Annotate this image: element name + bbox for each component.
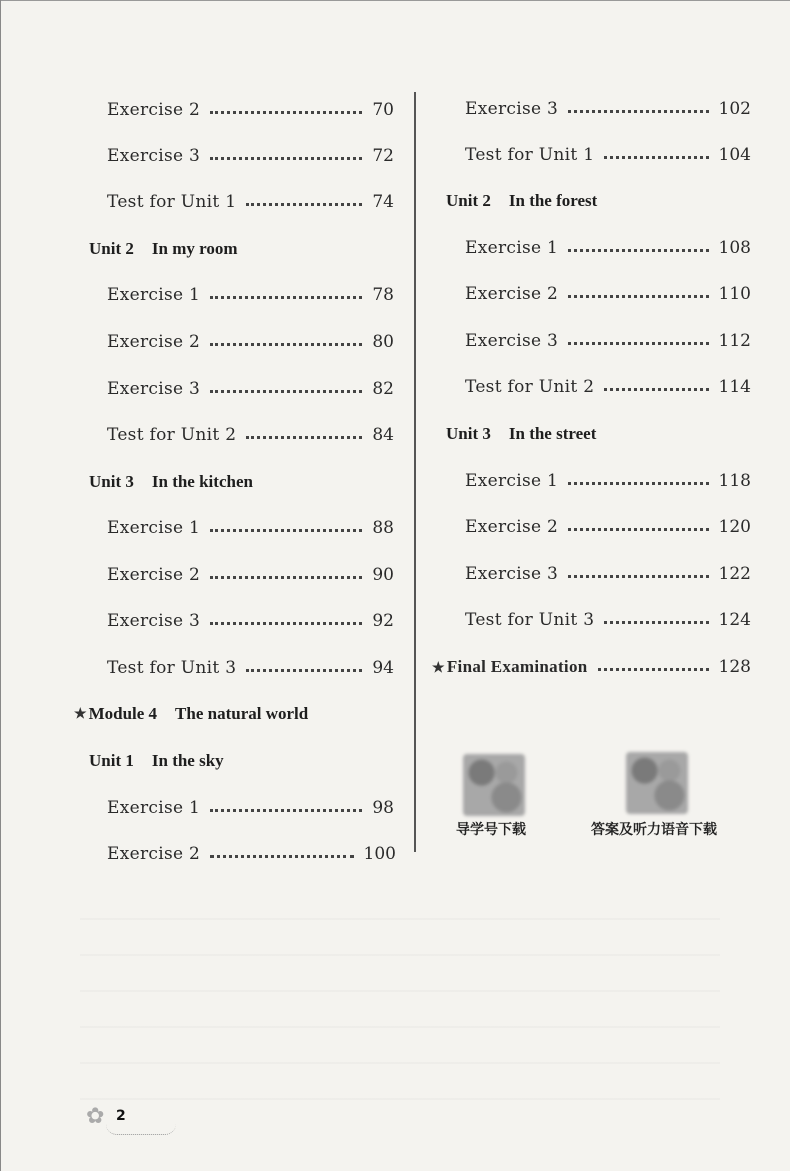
- entry-title: Test for Unit 2: [465, 377, 595, 397]
- entry-page: 102: [718, 99, 751, 119]
- unit-number: Unit 3: [446, 424, 491, 443]
- toc-entry[interactable]: [465, 328, 751, 354]
- entry-page: 100: [363, 844, 396, 864]
- entry-title: Exercise 1: [107, 285, 201, 305]
- unit-heading[interactable]: [89, 236, 238, 262]
- entry-page: 118: [718, 471, 751, 491]
- toc-entry[interactable]: [107, 841, 396, 867]
- entry-page: 90: [372, 565, 394, 585]
- entry-title: Exercise 3: [465, 564, 559, 584]
- dot-leader: [246, 203, 362, 206]
- module-heading[interactable]: [74, 701, 308, 727]
- unit-name: In the street: [508, 424, 597, 443]
- dot-leader: [210, 622, 362, 625]
- entry-title: [432, 657, 598, 677]
- unit-name: In the forest: [508, 191, 598, 210]
- entry-page: 104: [718, 145, 751, 165]
- dot-leader: [210, 576, 362, 579]
- entry-title: Exercise 2: [107, 565, 201, 585]
- unit-name: In my room: [151, 239, 238, 258]
- toc-entry[interactable]: [107, 422, 394, 448]
- toc-entry[interactable]: [107, 608, 394, 634]
- footer-decoration: [106, 1124, 176, 1135]
- toc-entry[interactable]: [465, 374, 751, 400]
- entry-title: Exercise 3: [465, 331, 559, 351]
- toc-entry[interactable]: [107, 376, 394, 402]
- entry-page: 82: [372, 379, 394, 399]
- entry-title: Exercise 2: [107, 844, 201, 864]
- toc-entry[interactable]: [465, 561, 751, 587]
- toc-entry[interactable]: [107, 515, 394, 541]
- unit-heading[interactable]: [446, 188, 597, 214]
- unit-heading[interactable]: [89, 748, 224, 774]
- entry-page: 70: [372, 100, 394, 120]
- entry-page: 98: [372, 798, 394, 818]
- qr-code-icon[interactable]: [463, 754, 525, 816]
- paw-print-icon: ✿: [86, 1104, 105, 1129]
- entry-page: 114: [718, 377, 751, 397]
- toc-entry[interactable]: [465, 607, 751, 633]
- entry-title: Exercise 2: [107, 332, 201, 352]
- toc-entry[interactable]: [465, 281, 751, 307]
- column-divider: [414, 92, 416, 852]
- show-through-texture: [80, 900, 720, 1100]
- toc-entry[interactable]: [465, 96, 751, 122]
- entry-title: Exercise 1: [107, 798, 201, 818]
- dot-leader: [568, 482, 708, 485]
- toc-entry[interactable]: [107, 143, 394, 169]
- entry-page: 84: [372, 425, 394, 445]
- entry-title: Exercise 2: [465, 517, 559, 537]
- star-icon: ★: [74, 706, 87, 722]
- dot-leader: [604, 621, 708, 624]
- dot-leader: [210, 809, 362, 812]
- entry-title: Exercise 1: [465, 471, 559, 491]
- toc-entry[interactable]: [465, 142, 751, 168]
- toc-entry[interactable]: [107, 97, 394, 123]
- entry-title: Exercise 3: [107, 379, 201, 399]
- dot-leader: [246, 669, 362, 672]
- entry-title: Exercise 1: [465, 238, 559, 258]
- dot-leader: [210, 529, 362, 532]
- entry-title: Test for Unit 1: [465, 145, 595, 165]
- entry-page: 120: [718, 517, 751, 537]
- unit-heading[interactable]: [446, 421, 596, 447]
- dot-leader: [210, 855, 353, 858]
- entry-title: Exercise 3: [465, 99, 559, 119]
- toc-entry[interactable]: [107, 795, 394, 821]
- dot-leader: [568, 249, 708, 252]
- dot-leader: [568, 295, 708, 298]
- dot-leader: [568, 528, 708, 531]
- qr-code-icon[interactable]: [626, 752, 688, 814]
- page-border-top: [0, 0, 790, 1]
- page-border-left: [0, 0, 1, 1171]
- dot-leader: [568, 110, 708, 113]
- entry-title: Exercise 3: [107, 611, 201, 631]
- entry-title: Test for Unit 3: [465, 610, 595, 630]
- entry-title: Exercise 1: [107, 518, 201, 538]
- toc-entry[interactable]: [465, 235, 751, 261]
- unit-name: In the kitchen: [151, 472, 253, 491]
- unit-number: Unit 1: [89, 751, 134, 770]
- dot-leader: [604, 388, 708, 391]
- dot-leader: [598, 668, 709, 671]
- entry-page: 124: [718, 610, 751, 630]
- entry-title: Test for Unit 2: [107, 425, 237, 445]
- dot-leader: [246, 436, 362, 439]
- entry-page: 112: [718, 331, 751, 351]
- entry-page: 122: [718, 564, 751, 584]
- toc-entry-final-exam[interactable]: [432, 654, 751, 680]
- toc-entry[interactable]: [465, 514, 751, 540]
- qr-caption-answers: 答案及听力语音下载: [591, 822, 717, 838]
- toc-entry[interactable]: [107, 189, 394, 215]
- dot-leader: [568, 342, 708, 345]
- final-exam-title: Final Examination: [446, 657, 588, 676]
- entry-page: 88: [372, 518, 394, 538]
- entry-page: 108: [718, 238, 751, 258]
- entry-page: 78: [372, 285, 394, 305]
- dot-leader: [210, 343, 362, 346]
- page-number: 2: [116, 1108, 126, 1124]
- dot-leader: [210, 296, 362, 299]
- entry-page: 74: [372, 192, 394, 212]
- toc-entry[interactable]: [107, 329, 394, 355]
- entry-title: Exercise 2: [465, 284, 559, 304]
- unit-number: Unit 3: [89, 472, 134, 491]
- entry-title: Test for Unit 1: [107, 192, 237, 212]
- entry-page: 80: [372, 332, 394, 352]
- entry-page: 72: [372, 146, 394, 166]
- entry-page: 110: [718, 284, 751, 304]
- dot-leader: [568, 575, 708, 578]
- entry-title: Exercise 2: [107, 100, 201, 120]
- entry-page: 92: [372, 611, 394, 631]
- unit-number: Unit 2: [89, 239, 134, 258]
- qr-caption-guide: 导学号下载: [456, 822, 526, 838]
- toc-entry[interactable]: [107, 562, 394, 588]
- star-icon: ★: [432, 661, 445, 676]
- toc-entry[interactable]: [107, 655, 394, 681]
- module-number: Module 4: [88, 704, 158, 723]
- unit-number: Unit 2: [446, 191, 491, 210]
- dot-leader: [604, 156, 708, 159]
- unit-name: In the sky: [151, 751, 224, 770]
- entry-title: Test for Unit 3: [107, 658, 237, 678]
- module-name: The natural world: [175, 704, 309, 723]
- toc-entry[interactable]: [107, 282, 394, 308]
- dot-leader: [210, 390, 362, 393]
- entry-page: 128: [718, 657, 751, 677]
- toc-entry[interactable]: [465, 468, 751, 494]
- dot-leader: [210, 111, 362, 114]
- unit-heading[interactable]: [89, 469, 253, 495]
- entry-title: Exercise 3: [107, 146, 201, 166]
- dot-leader: [210, 157, 362, 160]
- entry-page: 94: [372, 658, 394, 678]
